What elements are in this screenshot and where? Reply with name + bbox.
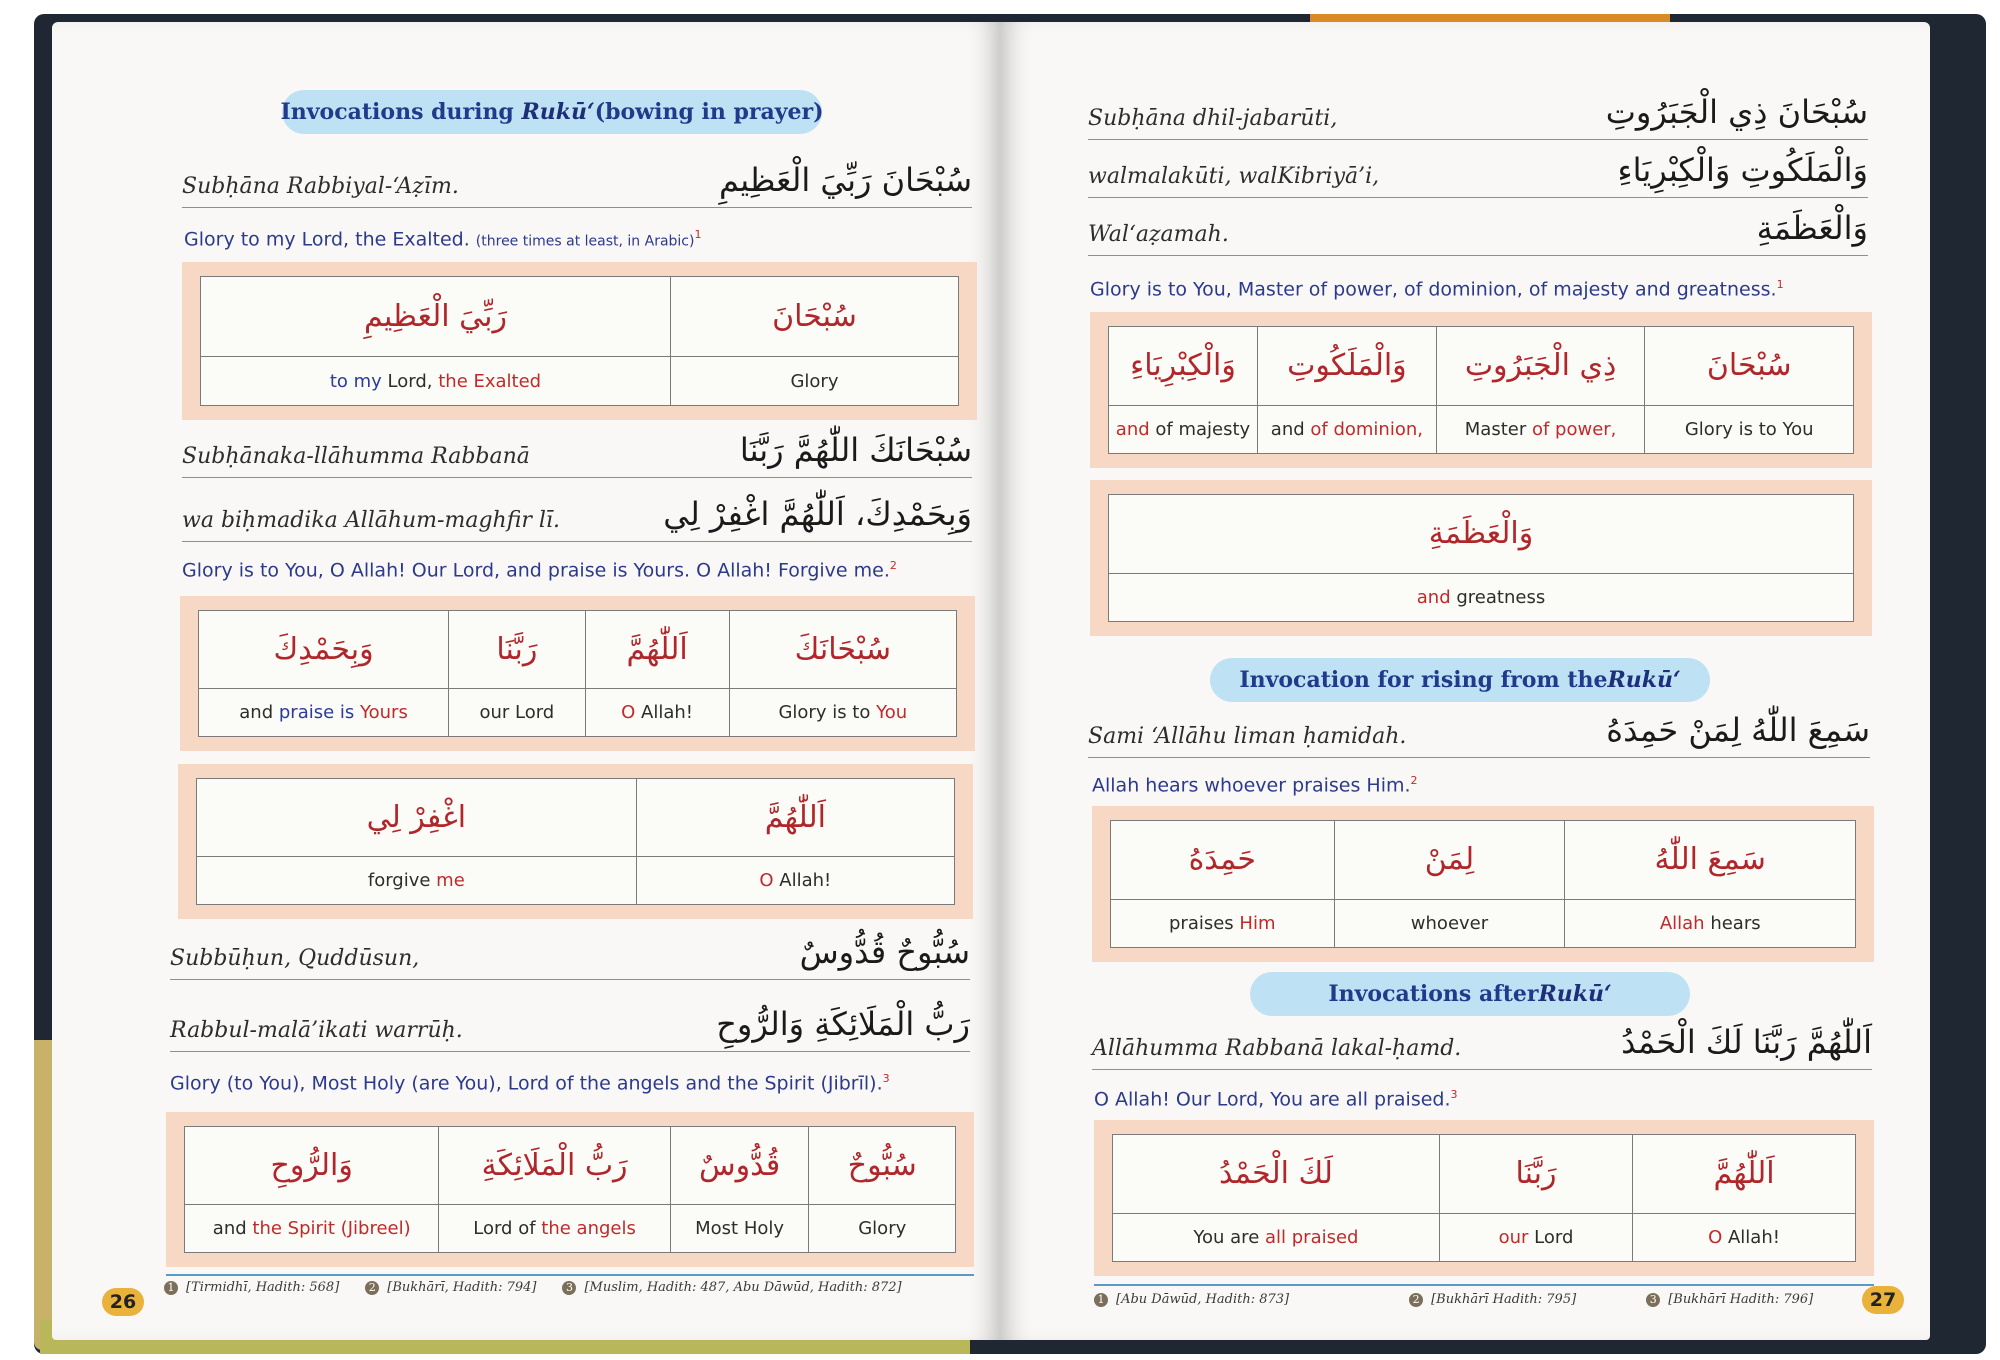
footnote: 1 [Abu Dāwūd, Hadith: 873] (1094, 1292, 1289, 1307)
meaning-main: Glory to my Lord, the Exalted. (184, 228, 476, 251)
invocation-line (182, 424, 972, 478)
footnote: 2 [Bukhārī Hadith: 795] (1409, 1292, 1576, 1307)
word-part: and (1270, 418, 1311, 440)
arabic-text: سَمِعَ اللّٰهُ لِمَنْ حَمِدَهُ (1606, 711, 1870, 749)
word-arabic: وَالْعَظَمَةِ (1109, 495, 1854, 574)
meaning-main: Glory is to You, O Allah! Our Lord, and praise is Yours. O Allah! Forgive me. (182, 559, 890, 582)
word-part: Most Holy (695, 1218, 785, 1240)
word-part: and (1115, 418, 1156, 440)
transliteration: Subbūḥun, Quddūsun, (170, 946, 420, 971)
meaning-text (1094, 1088, 1458, 1110)
footnote-text: [Bukhārī Hadith: 796] (1668, 1292, 1814, 1307)
word-meaning (809, 1205, 956, 1253)
meaning-text (1092, 774, 1418, 796)
invocation-line (1088, 704, 1870, 758)
word-part: Allah! (641, 702, 693, 724)
transliteration: Wal‘aẓamah. (1088, 222, 1229, 247)
word-meaning (729, 689, 956, 737)
word-part: our Lord (479, 702, 555, 724)
arabic-text: سُبُّوحٌ قُدُّوسٌ (799, 933, 970, 971)
word-arabic: وَالْكِبْرِيَاءِ (1109, 327, 1258, 406)
heading-emphasis: Rukū‘ (1607, 667, 1681, 693)
meaning-main: Glory is to You, Master of power, of dominion, of majesty and greatness. (1090, 278, 1777, 301)
word-arabic: وَالرُّوحِ (185, 1127, 439, 1205)
word-arabic: اَللّٰهُمَّ (585, 611, 729, 689)
word-meaning (1258, 405, 1437, 453)
word-meaning (1439, 1213, 1632, 1261)
meaning-text (170, 1072, 890, 1094)
word-table-6 (1090, 480, 1872, 636)
word-part: our (1498, 1226, 1535, 1248)
heading-text: Invocations after (1328, 981, 1539, 1007)
footnote-text: [Muslim, Hadith: 487, Abu Dāwūd, Hadith: 872] (584, 1280, 902, 1295)
word-meaning (1111, 899, 1335, 947)
word-arabic: اغْفِرْ لِي (197, 779, 637, 857)
word-part: Lord, (381, 370, 439, 392)
invocation-line (182, 488, 972, 542)
word-part: the Exalted (438, 370, 542, 392)
word-meaning (670, 357, 958, 406)
heading-text: Invocations during (280, 99, 514, 125)
word-part: Glory is to You (1684, 418, 1814, 440)
footnote: 3 [Bukhārī Hadith: 796] (1646, 1292, 1813, 1307)
word-table-4 (166, 1112, 974, 1267)
footnote: 2 [Bukhārī, Hadith: 794] (365, 1280, 536, 1295)
word-meaning (439, 1205, 670, 1253)
word-meaning (1109, 405, 1258, 453)
footnote-text: [Bukhārī Hadith: 795] (1431, 1292, 1577, 1307)
arabic-text: سُبْحَانَ رَبِّيَ الْعَظِيمِ (718, 161, 972, 199)
word-meaning (1565, 899, 1856, 947)
word-part: praise is (278, 702, 361, 724)
word-arabic: سُبُّوحٌ (809, 1127, 956, 1205)
word-arabic: قُدُّوسٌ (670, 1127, 809, 1205)
word-part: Master (1464, 418, 1532, 440)
footnote-marker: 1 (1776, 278, 1784, 291)
word-arabic: لِمَنْ (1334, 821, 1565, 900)
word-part: and (239, 702, 279, 724)
invocation-line (1092, 1016, 1872, 1070)
word-part: praises (1169, 912, 1240, 934)
footnote: 3 [Muslim, Hadith: 487, Abu Dāwūd, Hadith: 872] (562, 1280, 901, 1295)
transliteration: Sami ‘Allāhu liman ḥamidah. (1088, 724, 1407, 749)
word-table-1 (182, 262, 977, 420)
arabic-text: رَبُّ الْمَلَائِكَةِ وَالرُّوحِ (716, 1005, 970, 1043)
transliteration: Subḥāna Rabbiyal-‘Aẓīm. (182, 174, 459, 199)
transliteration: Subḥānaka-llāhumma Rabbanā (182, 444, 530, 469)
word-part: Him (1239, 912, 1276, 934)
word-meaning (197, 857, 637, 905)
word-arabic: رَبِّيَ الْعَظِيمِ (201, 277, 671, 357)
word-meaning (1645, 405, 1854, 453)
footnote: 1 [Tirmidhī, Hadith: 568] (164, 1280, 339, 1295)
word-part: the Spirit (Jibreel) (252, 1218, 411, 1240)
word-part: You are (1193, 1226, 1265, 1248)
transliteration: Subḥāna dhil-jabarūti, (1088, 106, 1338, 131)
word-meaning (449, 689, 585, 737)
word-arabic: سُبْحَانَ (1645, 327, 1854, 406)
word-table-5 (1090, 312, 1872, 468)
word-part: O (621, 702, 642, 724)
word-arabic: ذِي الْجَبَرُوتِ (1436, 327, 1645, 406)
word-part: and (212, 1218, 253, 1240)
meaning-text (184, 228, 701, 250)
word-part: Allah! (1727, 1226, 1780, 1248)
footnote-text: [Abu Dāwūd, Hadith: 873] (1116, 1292, 1290, 1307)
word-part: the angels (541, 1218, 636, 1240)
word-part: Lord of (473, 1218, 542, 1240)
section-heading-ruku (282, 90, 822, 134)
word-meaning (199, 689, 449, 737)
arabic-text: سُبْحَانَكَ اللّٰهُمَّ رَبَّنَا (739, 431, 972, 469)
transliteration: Allāhumma Rabbanā lakal-ḥamd. (1092, 1036, 1462, 1061)
word-table-2 (180, 596, 975, 751)
section-heading-rising (1210, 658, 1710, 702)
word-part: all praised (1264, 1226, 1359, 1248)
word-part: O (1708, 1226, 1728, 1248)
word-part: of power, (1531, 418, 1617, 440)
meaning-text (1090, 278, 1784, 300)
word-table-8 (1094, 1120, 1874, 1276)
word-part: Allah (1659, 912, 1711, 934)
meaning-main: O Allah! Our Lord, You are all praised. (1094, 1088, 1451, 1111)
word-arabic: رَبُّ الْمَلَائِكَةِ (439, 1127, 670, 1205)
word-meaning (1334, 899, 1565, 947)
heading-emphasis: Rukū‘ (521, 99, 595, 125)
arabic-text: اَللّٰهُمَّ رَبَّنَا لَكَ الْحَمْدُ (1621, 1023, 1872, 1061)
arabic-text: سُبْحَانَ ذِي الْجَبَرُوتِ (1605, 93, 1868, 131)
heading-suffix: (bowing in prayer) (594, 99, 824, 125)
word-meaning (636, 857, 954, 905)
invocation-line (1088, 86, 1868, 140)
word-part: Yours (360, 702, 408, 724)
word-part: You (876, 702, 908, 724)
left-page (52, 22, 1000, 1340)
word-part: Lord (1534, 1226, 1574, 1248)
word-table-3 (178, 764, 973, 919)
right-page (1000, 22, 1930, 1340)
heading-emphasis: Rukū‘ (1538, 981, 1612, 1007)
footnote-text: [Tirmidhī, Hadith: 568] (186, 1280, 340, 1295)
footnote-marker: 3 (1450, 1088, 1458, 1101)
word-part: Glory (858, 1218, 907, 1240)
word-part: hears (1710, 912, 1761, 934)
arabic-text: وَالْمَلَكُوتِ وَالْكِبْرِيَاءِ (1617, 151, 1868, 189)
footnote-rule (166, 1274, 974, 1276)
word-meaning (1436, 405, 1645, 453)
word-part: of majesty (1155, 418, 1251, 440)
page-number: 26 (102, 1288, 144, 1316)
word-arabic: لَكَ الْحَمْدُ (1113, 1135, 1440, 1214)
word-part: Glory is to (778, 702, 877, 724)
word-arabic: اَللّٰهُمَّ (1633, 1135, 1856, 1214)
word-arabic: اَللّٰهُمَّ (636, 779, 954, 857)
word-part: Glory (790, 370, 839, 392)
footnote-marker: 2 (1410, 774, 1418, 787)
word-meaning (1109, 573, 1854, 621)
footnote-marker: 3 (882, 1072, 890, 1085)
word-part: whoever (1410, 912, 1489, 934)
word-part: greatness (1456, 586, 1546, 608)
transliteration: walmalakūti, walKibriyā’i, (1088, 164, 1380, 189)
meaning-note: (three times at least, in Arabic) (475, 233, 695, 250)
heading-text: Invocation for rising from the (1239, 667, 1608, 693)
invocation-line (170, 926, 970, 980)
arabic-text: وَبِحَمْدِكَ، اَللّٰهُمَّ اغْفِرْ لِي (663, 495, 972, 533)
word-arabic: سَمِعَ اللّٰهُ (1565, 821, 1856, 900)
section-heading-after (1250, 972, 1690, 1016)
transliteration: Rabbul-malā’ikati warrūḥ. (170, 1018, 463, 1043)
word-meaning (201, 357, 671, 406)
word-arabic: وَبِحَمْدِكَ (199, 611, 449, 689)
word-part: of dominion, (1310, 418, 1423, 440)
word-part: forgive (367, 870, 437, 892)
footnote-marker: 1 (694, 228, 702, 241)
transliteration: wa biḥmadika Allāhum-maghfir lī. (182, 508, 560, 533)
word-meaning (185, 1205, 439, 1253)
invocation-line (182, 154, 972, 208)
invocation-line (1088, 202, 1868, 256)
word-part: O (759, 870, 780, 892)
footnote-marker: 2 (889, 559, 897, 572)
word-meaning (1633, 1213, 1856, 1261)
word-arabic: رَبَّنَا (1439, 1135, 1632, 1214)
word-part: Allah! (779, 870, 832, 892)
word-arabic: وَالْمَلَكُوتِ (1258, 327, 1437, 406)
invocation-line (1088, 144, 1868, 198)
word-part: to my (329, 370, 382, 392)
footnotes (164, 1280, 928, 1295)
arabic-text: وَالْعَظَمَةِ (1756, 209, 1868, 247)
word-part: and (1416, 586, 1457, 608)
word-arabic: حَمِدَهُ (1111, 821, 1335, 900)
word-arabic: سُبْحَانَكَ (729, 611, 956, 689)
invocation-line (170, 998, 970, 1052)
word-part: me (436, 870, 465, 892)
word-meaning (585, 689, 729, 737)
word-meaning (1113, 1213, 1440, 1261)
page-number: 27 (1862, 1286, 1904, 1314)
footnote-rule (1094, 1284, 1874, 1286)
word-arabic: رَبَّنَا (449, 611, 585, 689)
meaning-main: Glory (to You), Most Holy (are You), Lord of the angels and the Spirit (Jibrīl). (170, 1072, 883, 1095)
word-arabic: سُبْحَانَ (670, 277, 958, 357)
meaning-main: Allah hears whoever praises Him. (1092, 774, 1411, 797)
word-meaning (670, 1205, 809, 1253)
footnotes (1094, 1292, 1839, 1307)
meaning-text (182, 559, 897, 581)
word-table-7 (1092, 806, 1874, 962)
footnote-text: [Bukhārī, Hadith: 794] (387, 1280, 537, 1295)
